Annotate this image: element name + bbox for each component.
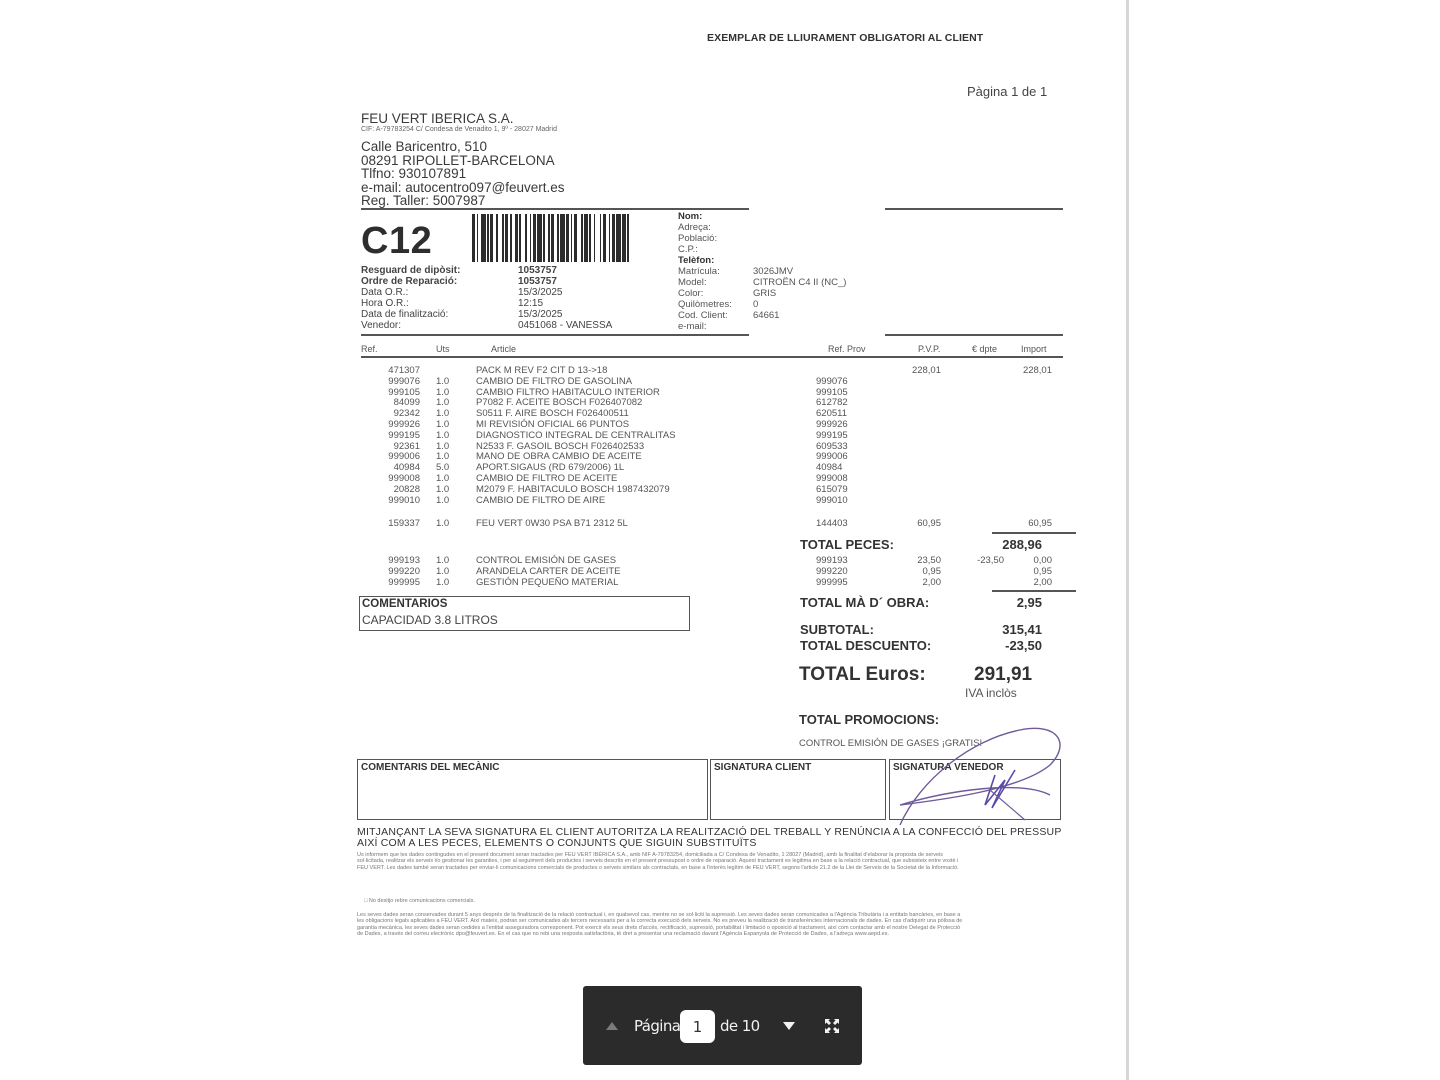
table-header-divider — [361, 356, 1063, 358]
cell-article: N2533 F. GASOIL BOSCH F026402533 — [476, 440, 645, 452]
checkbox-icon: □ — [364, 898, 369, 904]
cell-article: M2079 F. HABITACULO BOSCH 1987432079 — [476, 483, 670, 495]
cell-ref: 999006 — [388, 451, 420, 463]
cell-uts: 1.0 — [436, 440, 450, 452]
customer-field-label: C.P.: — [678, 244, 698, 255]
customer-field-label: Població: — [678, 233, 718, 244]
cell-ref-prov: 999195 — [816, 429, 848, 441]
cell-uts: 1.0 — [436, 576, 450, 588]
cell-uts: 1.0 — [436, 494, 450, 506]
cell-ref-prov: 40984 — [816, 462, 843, 474]
customer-field-label: Quilòmetres: — [678, 299, 732, 310]
total-discount-value: -23,50 — [1005, 638, 1042, 653]
cell-ref: 159337 — [388, 518, 420, 529]
cell-pvp: 60,95 — [917, 518, 941, 529]
cell-pvp: 228,01 — [911, 365, 941, 376]
order-field-label: Resguard de dipòsit: — [361, 265, 461, 276]
cell-article: P7082 F. ACEITE BOSCH F026407082 — [476, 397, 643, 409]
cell-article: GESTIÓN PEQUEÑO MATERIAL — [476, 576, 619, 588]
cell-ref: 20828 — [393, 483, 420, 495]
order-field-value: 1053757 — [518, 276, 557, 287]
customer-field-value: GRIS — [753, 288, 777, 299]
cell-ref: 40984 — [393, 462, 420, 474]
cell-ref: 999220 — [388, 565, 420, 577]
cell-ref-prov: 999076 — [816, 375, 848, 387]
cell-article: DIAGNOSTICO INTEGRAL DE CENTRALITAS — [476, 429, 676, 441]
col-header-ref: Ref. — [361, 344, 378, 354]
company-registry: Reg. Taller: 5007987 — [361, 193, 486, 208]
authorization-line-2: AIXÍ COM A LES PECES, ELEMENTS O CONJUNTS QUE SIGUIN SUBSTITUÏTS — [357, 837, 757, 849]
total-promotions-label: TOTAL PROMOCIONS: — [799, 712, 940, 727]
company-email: e-mail: autocentro097@feuvert.es — [361, 180, 565, 195]
col-header-pvp: P.V.P. — [918, 344, 941, 354]
cell-ref-prov: 615079 — [816, 483, 848, 495]
fullscreen-icon — [825, 1019, 839, 1033]
cell-ref-prov: 999926 — [816, 419, 848, 430]
order-field-label: Data O.R.: — [361, 287, 409, 298]
fullscreen-button[interactable] — [823, 1017, 841, 1035]
col-header-article: Article — [491, 344, 517, 354]
cell-ref-prov: 999010 — [816, 494, 848, 506]
cell-dpte: -23,50 — [977, 555, 1004, 566]
cell-uts: 5.0 — [436, 462, 450, 474]
cell-ref: 999195 — [388, 429, 420, 441]
divider — [361, 334, 749, 336]
col-header-discount: € dpte — [972, 344, 998, 354]
customer-field-label: Telèfon: — [678, 255, 715, 266]
cell-article: CONTROL EMISIÓN DE GASES — [476, 555, 617, 566]
cell-uts: 1.0 — [436, 518, 450, 529]
customer-field-label: Model: — [678, 277, 707, 288]
total-parts-label: TOTAL PECES: — [800, 537, 894, 552]
company-name: FEU VERT IBERICA S.A. — [361, 111, 514, 126]
cell-ref-prov: 609533 — [816, 440, 848, 452]
total-parts-value: 288,96 — [1002, 537, 1042, 552]
page-edge — [1126, 0, 1129, 1080]
cell-ref-prov: 620511 — [816, 408, 847, 420]
order-field-value: 0451068 - VANESSA — [518, 320, 613, 331]
cell-article: CAMBIO FILTRO HABITACULO INTERIOR — [476, 386, 660, 398]
comments-text: CAPACIDAD 3.8 LITROS — [362, 613, 498, 627]
handwritten-signature — [880, 720, 1080, 830]
cell-ref: 999995 — [388, 576, 420, 588]
divider — [885, 334, 1063, 336]
cell-ref: 999105 — [388, 386, 420, 398]
subtotal-value: 315,41 — [1002, 622, 1042, 637]
customer-field-label: e-mail: — [678, 321, 707, 332]
company-phone: Tlfno: 930107891 — [361, 166, 467, 181]
cell-uts: 1.0 — [436, 473, 450, 484]
cell-ref-prov: 999105 — [816, 386, 848, 398]
marketing-optout-label: No desitjo rebre comunicacions comercials. — [368, 898, 475, 904]
company-address-street: Calle Baricentro, 510 — [361, 139, 488, 154]
cell-uts: 1.0 — [436, 397, 450, 409]
total-discount-label: TOTAL DESCUENTO: — [800, 638, 932, 653]
comments-title: COMENTARIOS — [362, 598, 448, 610]
cell-ref: 999193 — [388, 555, 420, 566]
customer-field-label: Color: — [678, 288, 704, 299]
cell-article: CAMBIO DE FILTRO DE GASOLINA — [476, 375, 633, 387]
subtotal-divider — [992, 590, 1076, 592]
client-signature-box — [710, 759, 886, 820]
cell-article: FEU VERT 0W30 PSA B71 2312 5L — [476, 518, 628, 529]
cell-uts: 1.0 — [436, 386, 450, 398]
grand-total-label: TOTAL Euros: — [799, 664, 926, 685]
customer-field-value: CITROËN C4 II (NC_) — [753, 277, 847, 288]
cell-ref-prov: 999193 — [816, 555, 848, 566]
cell-ref: 92361 — [393, 440, 420, 452]
cell-uts: 1.0 — [436, 408, 450, 420]
customer-field-value: 0 — [753, 299, 759, 310]
order-field-value: 12:15 — [518, 298, 544, 309]
chevron-down-icon — [783, 1022, 795, 1030]
cell-ref: 999008 — [388, 473, 420, 484]
order-field-value: 1053757 — [518, 265, 557, 276]
cell-import: 60,95 — [1028, 518, 1052, 529]
order-field-label: Hora O.R.: — [361, 298, 409, 309]
divider — [885, 208, 1063, 210]
subtotal-divider — [992, 532, 1076, 534]
cell-article: CAMBIO DE FILTRO DE AIRE — [476, 494, 606, 506]
page-label: Página — [634, 1017, 681, 1035]
cell-uts: 1.0 — [436, 375, 450, 387]
authorization-line-1: MITJANÇANT LA SEVA SIGNATURA EL CLIENT AUTORITZA LA REALITZACIÓ DEL TREBALL Y RENÚNCIA A LA CONFECCIÓ DEL PRESSUP — [357, 826, 1062, 838]
col-header-uts: Uts — [436, 344, 450, 354]
client-signature-title: SIGNATURA CLIENT — [714, 762, 812, 773]
pdf-page-toolbar — [583, 986, 862, 1065]
cell-ref-prov: 999220 — [816, 565, 848, 577]
cell-import: 228,01 — [1022, 365, 1052, 376]
cell-article: PACK M REV F2 CIT D 13->18 — [476, 365, 608, 376]
mechanic-comments-box — [357, 759, 708, 820]
barcode — [472, 214, 632, 262]
cell-article: S0511 F. AIRE BOSCH F026400511 — [476, 408, 629, 420]
next-page-button[interactable] — [780, 1017, 798, 1035]
cell-ref-prov: 144403 — [816, 518, 848, 529]
customer-field-label: Nom: — [678, 211, 703, 222]
cell-ref-prov: 999008 — [816, 473, 848, 484]
mechanic-comments-title: COMENTARIS DEL MECÀNIC — [361, 762, 500, 773]
customer-field-value: 64661 — [753, 310, 780, 321]
total-labor-value: 2,95 — [1016, 595, 1042, 610]
cell-ref-prov: 999995 — [816, 576, 848, 588]
cell-uts: 1.0 — [436, 483, 450, 495]
document-page-counter: Pàgina 1 de 1 — [967, 84, 1048, 99]
order-field-value: 15/3/2025 — [518, 309, 563, 320]
cell-article: MI REVISIÓN OFICIAL 66 PUNTOS — [476, 419, 630, 430]
col-header-import: Import — [1021, 344, 1047, 354]
cell-import: 0,95 — [1033, 565, 1052, 577]
total-pages-label: de 10 — [720, 1017, 760, 1035]
cell-pvp: 0,95 — [922, 565, 941, 577]
cell-ref: 84099 — [393, 397, 420, 409]
order-field-label: Ordre de Reparació: — [361, 276, 458, 287]
marketing-optout-checkbox[interactable] — [364, 898, 475, 904]
cell-article: ARANDELA CARTER DE ACEITE — [476, 565, 621, 577]
cell-ref: 471307 — [388, 365, 420, 376]
divider — [361, 208, 749, 210]
cell-ref: 92342 — [393, 408, 420, 420]
cell-uts: 1.0 — [436, 419, 450, 430]
cell-ref-prov: 612782 — [816, 397, 848, 409]
cell-uts: 1.0 — [436, 451, 450, 463]
col-header-ref-prov: Ref. Prov — [828, 344, 866, 354]
cell-pvp: 23,50 — [917, 555, 941, 566]
document-top-title: EXEMPLAR DE LLIURAMENT OBLIGATORI AL CLIENT — [707, 32, 984, 44]
order-field-label: Venedor: — [361, 320, 402, 331]
customer-field-value: 3026JMV — [753, 266, 794, 277]
cell-uts: 1.0 — [436, 565, 450, 577]
vat-note: IVA inclòs — [965, 686, 1017, 700]
customer-field-label: Adreça: — [678, 222, 711, 233]
order-field-value: 15/3/2025 — [518, 287, 563, 298]
cell-article: MANO DE OBRA CAMBIO DE ACEITE — [476, 451, 642, 463]
cell-article: APORT.SIGAUS (RD 679/2006) 1L — [476, 462, 625, 474]
company-address-city: 08291 RIPOLLET-BARCELONA — [361, 153, 555, 168]
privacy-notice: Us informem que les dades contingudes en el present document seran tractades per FEU VERT IBÉRICA S.A., amb NIF A-79783254, domiciliada a C/ Condesa de Venadito, 1 28027 (Madrid), amb la finalitat d'elaborar la proposta de serveis sol·licitada, realitzar els serveis i/o gestionar les garanties, i per al seguiment dels productes i serveis descrits en el present pressupost o ordre de reparació. Aquest tractament es legitima en base a la relació contractual, que subsisteix entre vostè i FEU VERT. Les dades també seran tractades per enviar-li comunicacions comercials de productes o serveis similars als contractats, en base a l'interès legítim de FEU VERT, segons l'article 21.2 de la Llei de Serveis de la Societat de la Informació. — [357, 852, 959, 871]
cell-import: 0,00 — [1033, 555, 1052, 566]
cell-ref: 999076 — [388, 375, 420, 387]
customer-field-label: Matrícula: — [678, 266, 720, 277]
cell-uts: 1.0 — [436, 429, 450, 441]
customer-field-label: Cod. Client: — [678, 310, 728, 321]
subtotal-label: SUBTOTAL: — [800, 622, 874, 637]
cell-uts: 1.0 — [436, 555, 450, 566]
service-code: C12 — [361, 220, 433, 262]
seller-signature-title: SIGNATURA VENEDOR — [893, 762, 1004, 773]
cell-pvp: 2,00 — [922, 576, 941, 588]
comments-box — [359, 596, 690, 631]
company-cif: CIF: A-79783254 C/ Condesa de Venadito 1, 9º - 28027 Madrid — [361, 126, 557, 133]
data-retention-notice: Les seves dades seran conservades durant 5 anys després de la finalització de la relació contractual i, en qualsevol cas, mentre no se sol·liciti la supressió. Les seves dades seran comunicades a l'Agència Tributària i a entitats bancàries, en base a les obligacions legals aplicables a FEU VERT. Així mateix, podran ser comunicades als tercers necessaris per a la correcta execució dels serveis. No es preveu la realització de transferències internacionals de dades. En cas d'adquirir una pòlissa de garantia mecànica, les seves dades seran cedides a l'entitat asseguradora corresponent. Pot exercir els seus drets d'accés, rectificació, supressió, portabilitat i limitació o oposició al tractament, així com contactar amb el nostre Delegat de Protecció de Dades, a través del correu electrònic dpo@feuvert.es. En el cas que no rebi una resposta satisfactòria, té dret a presentar una reclamació davant l'Agència Espanyola de Protecció de Dades, a l'adreça www.aepd.es. — [357, 912, 963, 937]
order-field-label: Data de finalització: — [361, 309, 449, 320]
cell-article: CAMBIO DE FILTRO DE ACEITE — [476, 473, 618, 484]
promotion-item: CONTROL EMISIÓN DE GASES ¡GRATIS! — [799, 738, 983, 749]
cell-ref-prov: 999006 — [816, 451, 848, 463]
cell-ref: 999010 — [388, 494, 420, 506]
previous-page-button[interactable] — [603, 1017, 621, 1035]
cell-import: 2,00 — [1033, 576, 1052, 588]
chevron-up-icon — [606, 1022, 618, 1030]
grand-total-value: 291,91 — [974, 664, 1033, 685]
total-labor-label: TOTAL MÀ D´ OBRA: — [800, 595, 930, 610]
cell-ref: 999926 — [388, 419, 420, 430]
page-number-input[interactable] — [680, 1010, 715, 1043]
